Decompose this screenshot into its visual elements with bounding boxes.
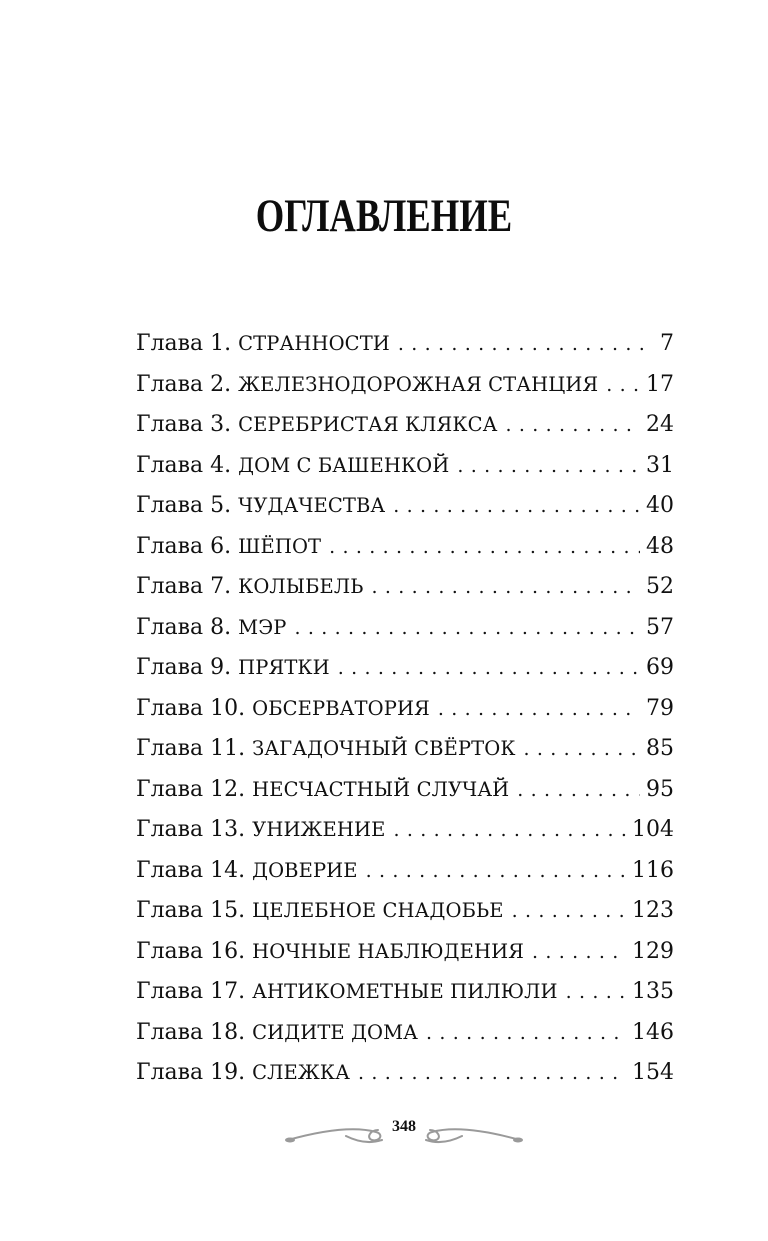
chapter-title: АНТИКОМЕТНЫЕ ПИЛЮЛИ [252,980,558,1003]
chapter-number: Глава 15. [136,898,246,923]
dot-leader [426,1013,626,1054]
toc-entry-label [136,1053,350,1094]
toc-entry-2[interactable] [136,365,674,406]
chapter-title: ЗАГАДОЧНЫЙ СВЁРТОК [252,737,516,760]
page-title: ОГЛАВЛЕНИЕ [255,190,513,242]
chapter-number: Глава 17. [136,979,246,1004]
chapter-number: Глава 5. [136,493,232,518]
chapter-page-number: 40 [646,493,674,518]
table-of-contents [136,324,674,1094]
toc-entry-label [136,972,558,1013]
toc-entry-label [136,689,430,730]
chapter-page-number: 146 [632,1019,674,1045]
toc-entry-13[interactable] [136,810,674,851]
toc-entry-9[interactable] [136,648,674,689]
chapter-number: Глава 7. [136,574,232,599]
toc-entry-label [136,324,390,365]
chapter-title: ШЁПОТ [238,534,322,558]
toc-entry-label [136,527,321,568]
chapter-number: Глава 18. [136,1019,246,1045]
chapter-number: Глава 8. [136,614,232,640]
chapter-number: Глава 4. [136,452,232,478]
toc-entry-label [136,405,497,446]
chapter-page-number: 129 [632,938,674,964]
dot-leader [366,851,626,892]
toc-entry-label [136,891,504,932]
toc-entry-label [136,810,385,851]
toc-entry-1[interactable] [136,324,674,365]
chapter-page-number: 79 [646,695,674,721]
toc-entry-6[interactable] [136,527,674,568]
toc-entry-14[interactable] [136,851,674,892]
toc-entry-10[interactable] [136,689,674,730]
toc-entry-5[interactable] [136,486,674,527]
chapter-number: Глава 1. [136,331,232,356]
chapter-title: СЛЕЖКА [252,1061,350,1084]
chapter-page-number: 135 [632,979,674,1004]
toc-entry-12[interactable] [136,770,674,811]
dot-leader [393,486,640,527]
dot-leader [398,324,646,365]
chapter-title: ДОМ С БАШЕНКОЙ [238,453,450,477]
chapter-page-number: 123 [632,898,674,923]
chapter-page-number: 24 [646,412,674,437]
toc-entry-label [136,932,524,973]
chapter-title: КОЛЫБЕЛЬ [238,575,364,598]
dot-leader [329,527,640,568]
dot-leader [606,365,640,406]
chapter-title: ДОВЕРИЕ [252,858,358,882]
toc-entry-label [136,567,363,608]
toc-entry-18[interactable] [136,1013,674,1054]
chapter-number: Глава 6. [136,533,232,559]
toc-entry-19[interactable] [136,1053,674,1094]
chapter-page-number: 104 [632,817,674,842]
toc-entry-label [136,608,286,649]
toc-entry-8[interactable] [136,608,674,649]
toc-entry-label [136,770,509,811]
toc-entry-label [136,365,598,406]
dot-leader [505,405,640,446]
toc-entry-label [136,729,516,770]
toc-entry-17[interactable] [136,972,674,1013]
chapter-number: Глава 2. [136,371,232,397]
chapter-page-number: 31 [646,452,674,478]
chapter-title: ОБСЕРВАТОРИЯ [252,696,430,720]
chapter-number: Глава 10. [136,695,246,721]
dot-leader [371,567,640,608]
chapter-title: СЕРЕБРИСТАЯ КЛЯКСА [238,413,498,436]
toc-entry-15[interactable] [136,891,674,932]
dot-leader [393,810,626,851]
toc-entry-label [136,446,449,487]
dot-leader [524,729,640,770]
chapter-title: СТРАННОСТИ [238,332,390,355]
toc-entry-label [136,1013,418,1054]
chapter-number: Глава 9. [136,655,232,680]
chapter-number: Глава 14. [136,857,246,883]
chapter-page-number: 7 [660,331,674,356]
page-footer [284,1112,524,1152]
chapter-page-number: 116 [632,857,674,883]
chapter-title: ЧУДАЧЕСТВА [238,494,386,517]
chapter-number: Глава 16. [136,938,246,964]
dot-leader [512,891,626,932]
dot-leader [338,648,640,689]
dot-leader [294,608,640,649]
chapter-title: НОЧНЫЕ НАБЛЮДЕНИЯ [252,939,525,963]
chapter-page-number: 69 [646,655,674,680]
chapter-title: ПРЯТКИ [238,656,330,679]
dot-leader [532,932,626,973]
chapter-title: ЦЕЛЕБНОЕ СНАДОБЬЕ [252,899,504,922]
toc-entry-7[interactable] [136,567,674,608]
chapter-number: Глава 12. [136,776,246,802]
chapter-title: НЕСЧАСТНЫЙ СЛУЧАЙ [252,777,510,801]
chapter-title: УНИЖЕНИЕ [252,818,386,841]
chapter-page-number: 17 [646,371,674,397]
toc-entry-4[interactable] [136,446,674,487]
toc-entry-label [136,486,385,527]
chapter-number: Глава 11. [136,736,246,761]
dot-leader [517,770,640,811]
chapter-number: Глава 13. [136,817,246,842]
chapter-title: СИДИТЕ ДОМА [252,1020,419,1044]
dot-leader [566,972,626,1013]
toc-entry-label [136,851,358,892]
chapter-page-number: 95 [646,776,674,802]
page-number: 348 [392,1118,416,1135]
chapter-page-number: 154 [632,1060,674,1085]
dot-leader [457,446,640,487]
chapter-title: МЭР [238,615,287,639]
chapter-page-number: 48 [646,533,674,559]
chapter-page-number: 85 [646,736,674,761]
chapter-number: Глава 3. [136,412,232,437]
chapter-title: ЖЕЛЕЗНОДОРОЖНАЯ СТАНЦИЯ [238,372,599,396]
toc-entry-3[interactable] [136,405,674,446]
toc-entry-11[interactable] [136,729,674,770]
chapter-number: Глава 19. [136,1060,246,1085]
toc-entry-label [136,648,330,689]
dot-leader [438,689,640,730]
dot-leader [358,1053,626,1094]
chapter-page-number: 57 [646,614,674,640]
toc-entry-16[interactable] [136,932,674,973]
chapter-page-number: 52 [646,574,674,599]
